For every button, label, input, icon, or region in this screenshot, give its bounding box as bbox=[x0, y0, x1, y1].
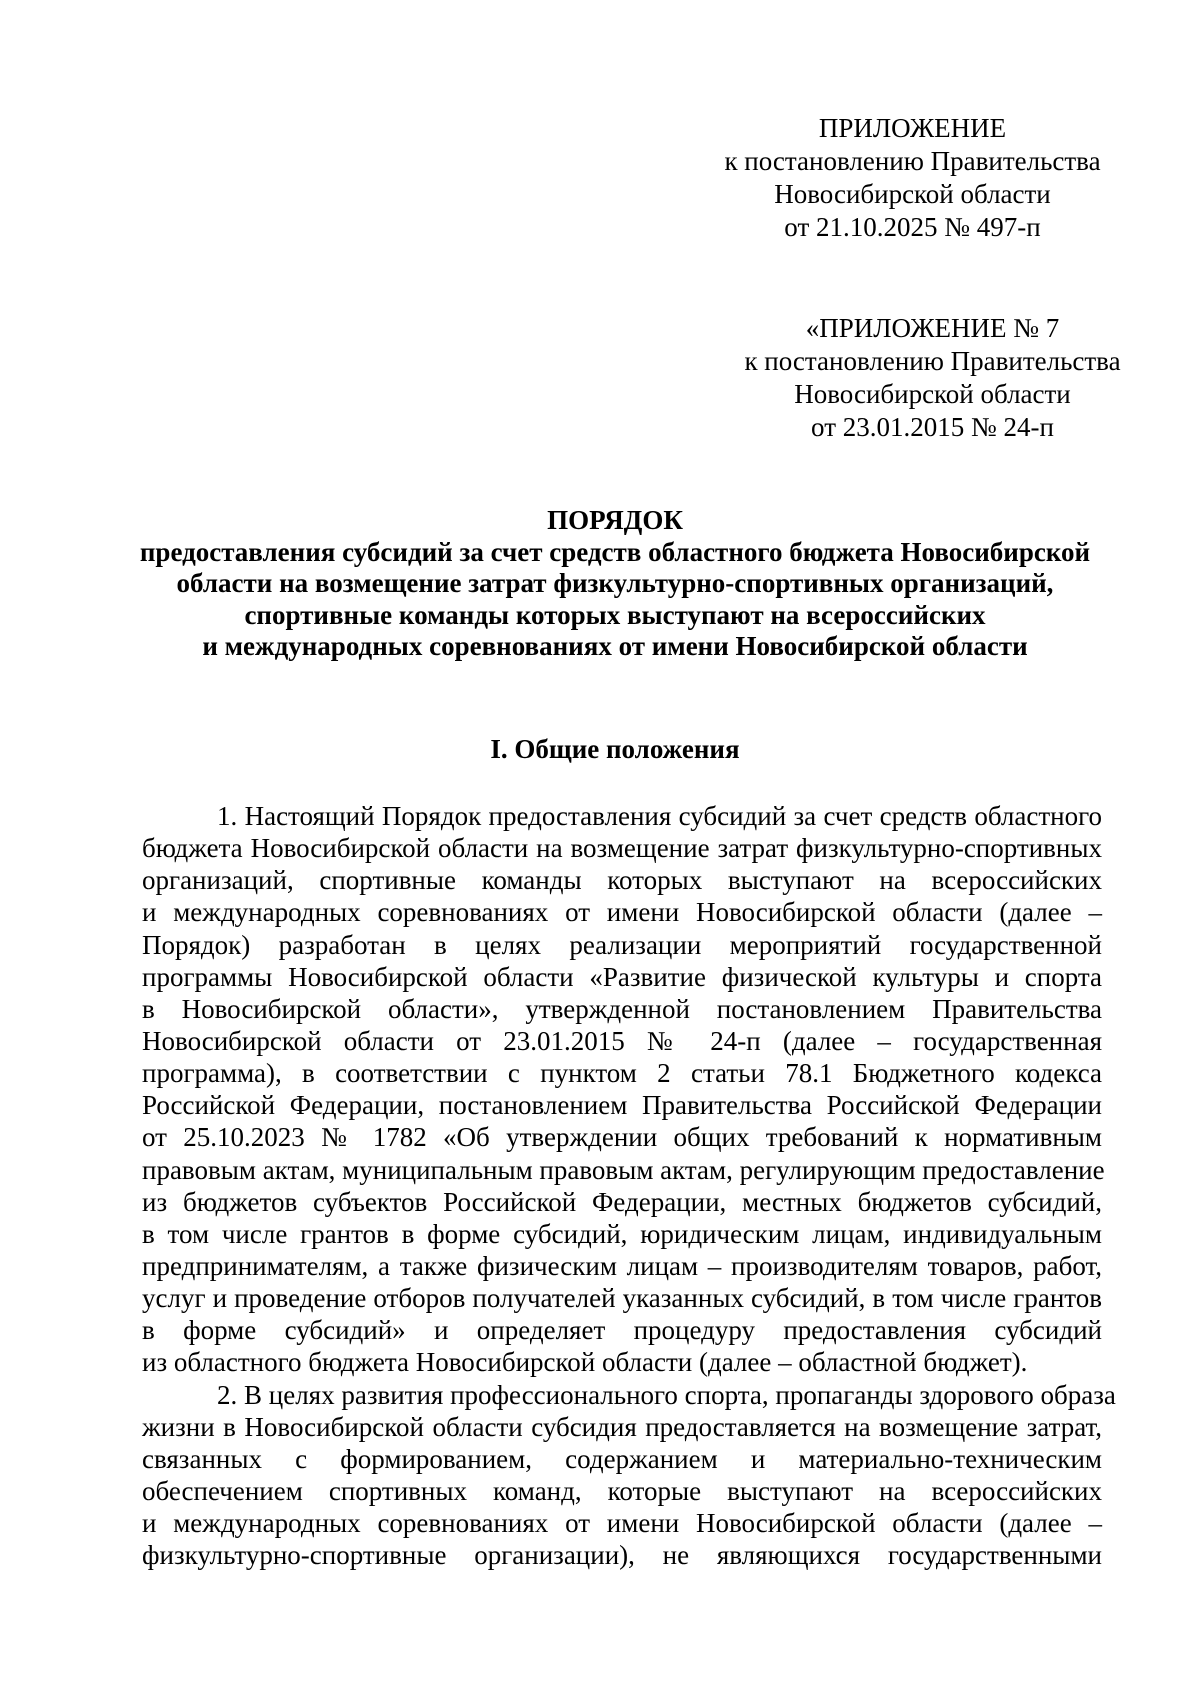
section-title: I. Общие положения bbox=[490, 734, 740, 764]
text-line: из бюджетов субъектов Российской Федерации, местных бюджетов субсидий, bbox=[142, 1186, 1102, 1217]
appendix-label: «ПРИЛОЖЕНИЕ № 7 bbox=[805, 313, 1060, 343]
appendix-line: Новосибирской области bbox=[774, 179, 1051, 209]
document-body bbox=[142, 800, 1116, 1571]
appendix-header bbox=[720, 112, 1105, 244]
text-line: из областного бюджета Новосибирской области (далее – областной бюджет). bbox=[142, 1347, 1028, 1378]
text-line: бюджета Новосибирской области на возмещение затрат физкультурно-спортивных bbox=[142, 833, 1102, 864]
text-line: программы Новосибирской области «Развитие физической культуры и спорта bbox=[142, 961, 1102, 992]
title-subtitle-line: спортивные команды которых выступают на всероссийских bbox=[244, 599, 986, 630]
text-line: и международных соревнованиях от имени Новосибирской области (далее – bbox=[142, 1508, 1102, 1539]
text-line: Порядок) разработан в целях реализации мероприятий государственной bbox=[142, 929, 1102, 960]
appendix-line: Новосибирской области bbox=[794, 379, 1071, 409]
text-line: услуг и проведение отборов получателей указанных субсидий, в том числе грантов bbox=[142, 1283, 1102, 1314]
text-line: организаций, спортивные команды которых выступают на всероссийских bbox=[142, 865, 1102, 896]
text-line: и международных соревнованиях от имени Новосибирской области (далее – bbox=[142, 897, 1102, 928]
text-line: 2. В целях развития профессионального спорта, пропаганды здорового образа bbox=[217, 1379, 1116, 1410]
text-line: Российской Федерации, постановлением Правительства Российской Федерации bbox=[142, 1090, 1102, 1121]
appendix-date-number: от 23.01.2015 № 24-п bbox=[811, 412, 1054, 442]
text-line: от 25.10.2023 № 1782 «Об утверждении общих требований к нормативным bbox=[142, 1122, 1102, 1153]
text-line: Новосибирской области от 23.01.2015 № 24-п (далее – государственная bbox=[142, 1025, 1102, 1056]
document-title bbox=[130, 505, 1100, 663]
text-line: связанных с формированием, содержанием и материально-техническим bbox=[142, 1443, 1102, 1474]
paragraph-1 bbox=[142, 800, 1105, 1379]
appendix-label: ПРИЛОЖЕНИЕ bbox=[818, 113, 1007, 143]
appendix-7-header bbox=[740, 312, 1125, 444]
title-subtitle-line: области на возмещение затрат физкультурно-спортивных организаций, bbox=[176, 568, 1054, 598]
text-line: 1. Настоящий Порядок предоставления субсидий за счет средств областного bbox=[217, 801, 1102, 831]
text-line: в том числе грантов в форме субсидий, юридическим лицам, индивидуальным bbox=[142, 1218, 1102, 1249]
title-subtitle-line: предоставления субсидий за счет средств областного бюджета Новосибирской bbox=[139, 536, 1091, 567]
text-line: программа), в соответствии с пунктом 2 статьи 78.1 Бюджетного кодекса bbox=[142, 1058, 1102, 1089]
title-subtitle-line: и международных соревнованиях от имени Новосибирской области bbox=[202, 631, 1028, 661]
title-heading: ПОРЯДОК bbox=[547, 505, 683, 535]
text-line: в форме субсидий» и определяет процедуру предоставления субсидий bbox=[142, 1315, 1102, 1346]
text-line: в Новосибирской области», утвержденной постановлением Правительства bbox=[142, 993, 1102, 1024]
text-line: жизни в Новосибирской области субсидия предоставляется на возмещение затрат, bbox=[142, 1411, 1102, 1442]
appendix-date-number: от 21.10.2025 № 497-п bbox=[784, 212, 1041, 242]
appendix-line: к постановлению Правительства bbox=[744, 346, 1121, 376]
paragraph-2 bbox=[142, 1379, 1116, 1572]
text-line: физкультурно-спортивные организации), не являющихся государственными bbox=[142, 1540, 1102, 1571]
text-line: обеспечением спортивных команд, которые выступают на всероссийских bbox=[142, 1475, 1102, 1506]
appendix-line: к постановлению Правительства bbox=[724, 146, 1101, 176]
text-line: предпринимателям, а также физическим лицам – производителям товаров, работ, bbox=[142, 1250, 1102, 1281]
text-line: правовым актам, муниципальным правовым актам, регулирующим предоставление bbox=[142, 1154, 1105, 1185]
